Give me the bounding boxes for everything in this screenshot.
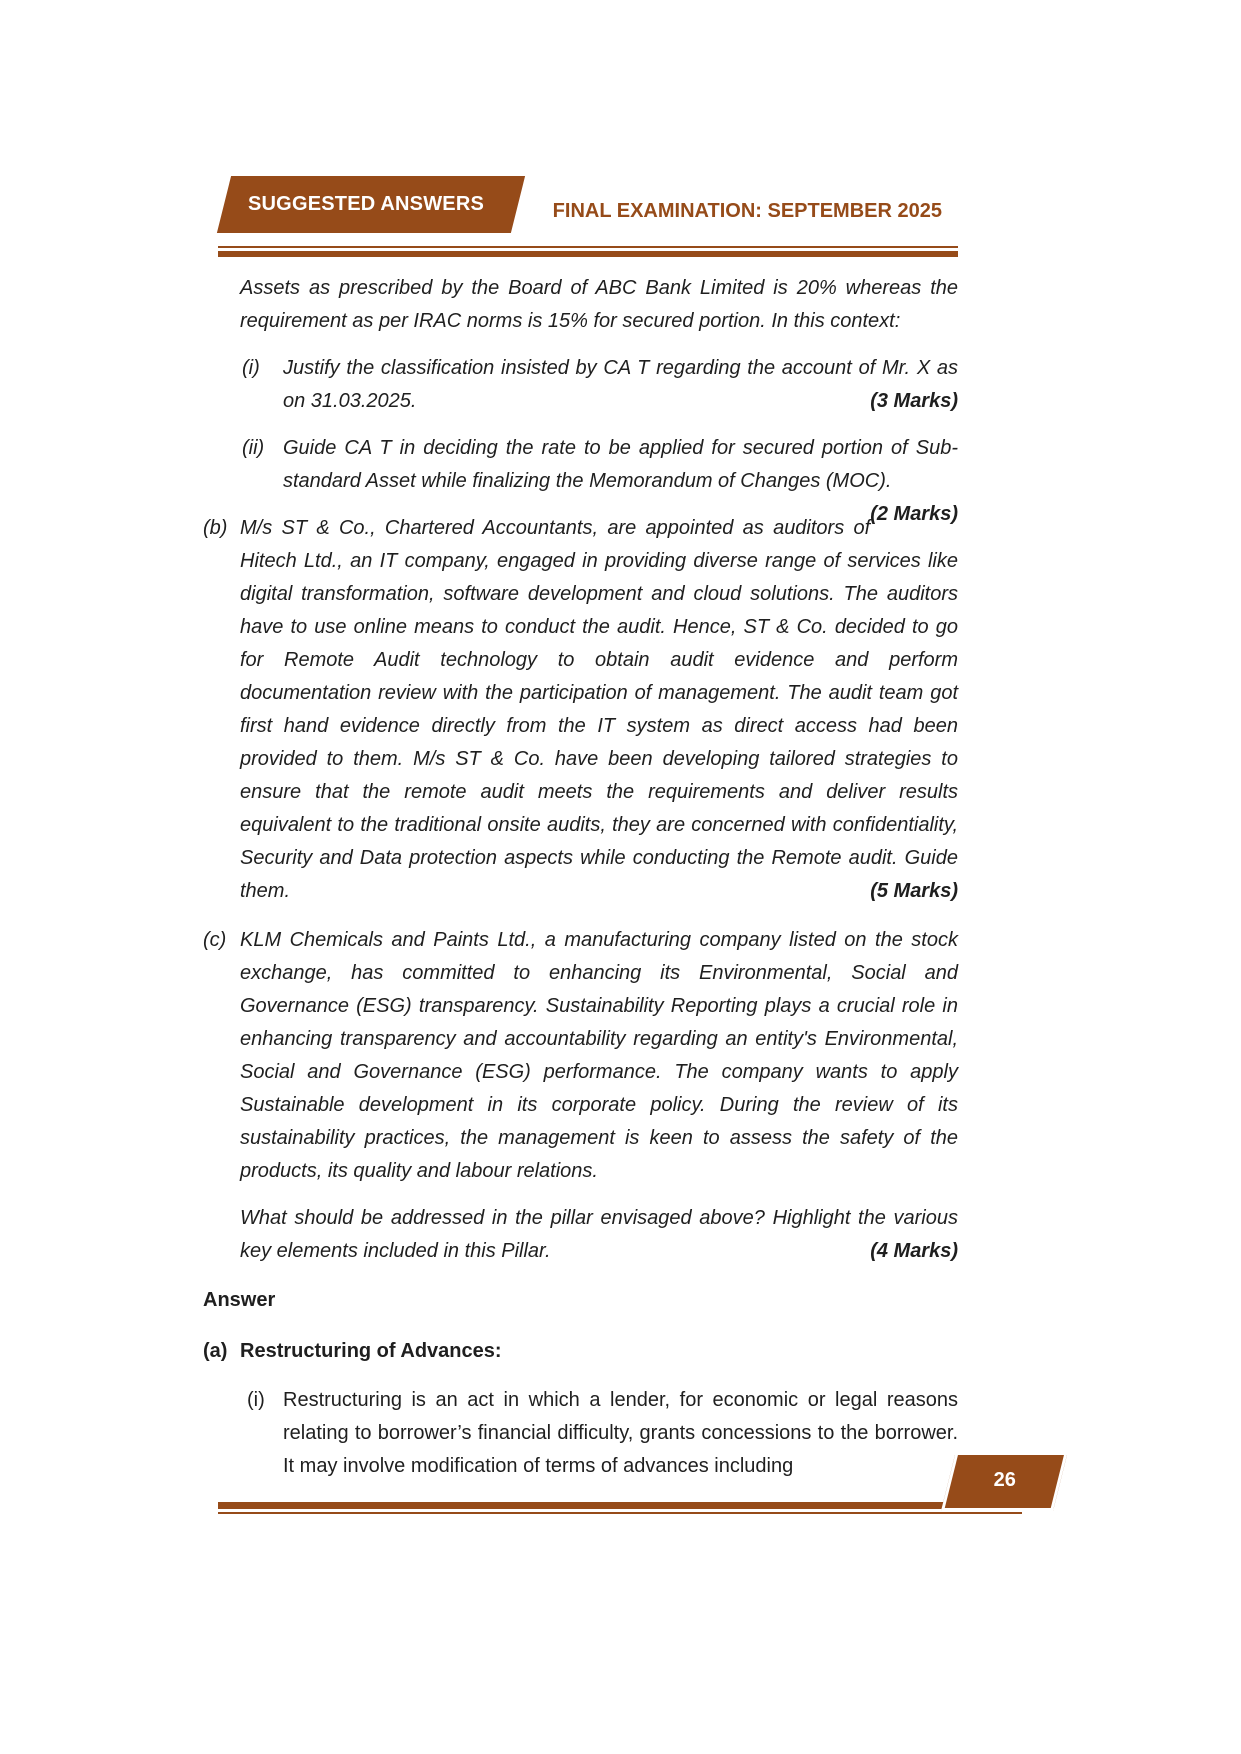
answer-item-i (203, 1384, 958, 1483)
answer-item-text: Restructuring is an act in which a lender, for economic or legal reasons relating to borrower’s financial difficulty, grants concessions to the borrower. It may involve modification of terms of advances including (283, 1389, 958, 1477)
answer-part-label: (a) (203, 1340, 228, 1362)
sub-item-label: (ii) (242, 437, 265, 459)
answer-part-a-title (203, 1335, 958, 1368)
answer-heading: Answer (203, 1289, 276, 1311)
page-content (203, 272, 958, 1497)
marks-badge: (3 Marks) (870, 390, 958, 412)
question-sub-item-i (203, 352, 958, 418)
part-text: KLM Chemicals and Paints Ltd., a manufacturing company listed on the stock exchange, has committed to enhancing its Environmental, Social and Governance (ESG) transparency. Sustainability Reporting plays a crucial role in enhancing transparency and accountability regarding an entity's Environmental, Social and Governance (ESG) performance. The company wants to apply Sustainable development in its corporate policy. During the review of its sustainability practices, the management is keen to assess the safety of the products, its quality and labour relations. (240, 929, 958, 1182)
marks-badge: (5 Marks) (870, 880, 958, 902)
part-label: (b) (203, 517, 228, 539)
question-part-c (203, 924, 958, 1268)
marks-badge: (2 Marks) (870, 503, 958, 525)
footer-rule (218, 1502, 1022, 1514)
exam-title: FINAL EXAMINATION: SEPTEMBER 2025 (552, 200, 942, 222)
question-sub-item-ii (203, 432, 958, 525)
part-paragraph (203, 924, 958, 1188)
sub-item-text: Guide CA T in deciding the rate to be applied for secured portion of Sub-standard Asset while finalizing the Memorandum of Changes (MOC). (283, 437, 958, 492)
marks-badge: (4 Marks) (870, 1240, 958, 1262)
sub-item-text: Justify the classification insisted by CA T regarding the account of Mr. X as on 31.03.2025. (283, 357, 958, 412)
banner-label: SUGGESTED ANSWERS (248, 193, 485, 215)
suggested-answers-banner (217, 176, 525, 233)
question-intro: Assets as prescribed by the Board of ABC Bank Limited is 20% whereas the requirement as per IRAC norms is 15% for secured portion. In this context: (240, 277, 958, 332)
answer-item-label: (i) (247, 1389, 265, 1411)
question-part-b (203, 512, 958, 908)
header-rule-thick (218, 251, 958, 257)
part-followup-text: What should be addressed in the pillar envisaged above? Highlight the various key elements included in this Pillar. (240, 1207, 958, 1262)
part-label: (c) (203, 929, 227, 951)
sub-item-label: (i) (242, 357, 260, 379)
answer-part-title: Restructuring of Advances: (240, 1340, 502, 1362)
part-followup-paragraph (240, 1202, 958, 1268)
page-number: 26 (993, 1469, 1016, 1491)
footer-rule-thin (218, 1512, 1022, 1514)
footer-rule-thick (218, 1502, 1022, 1509)
header-rule (218, 246, 958, 257)
part-text: M/s ST & Co., Chartered Accountants, are appointed as auditors of Hitech Ltd., an IT company, engaged in providing diverse range of services like digital transformation, software development and cloud solutions. The auditors have to use online means to conduct the audit. Hence, ST & Co. decided to go for Remote Audit technology to obtain audit evidence and perform documentation review with the participation of management. The audit team got first hand evidence directly from the IT system as direct access had been provided to them. M/s ST & Co. have been developing tailored strategies to ensure that the remote audit meets the requirements and deliver results equivalent to the traditional onsite audits, they are concerned with confidentiality, Security and Data protection aspects while conducting the Remote audit. Guide them. (240, 517, 958, 902)
page-number-box (941, 1455, 1067, 1511)
